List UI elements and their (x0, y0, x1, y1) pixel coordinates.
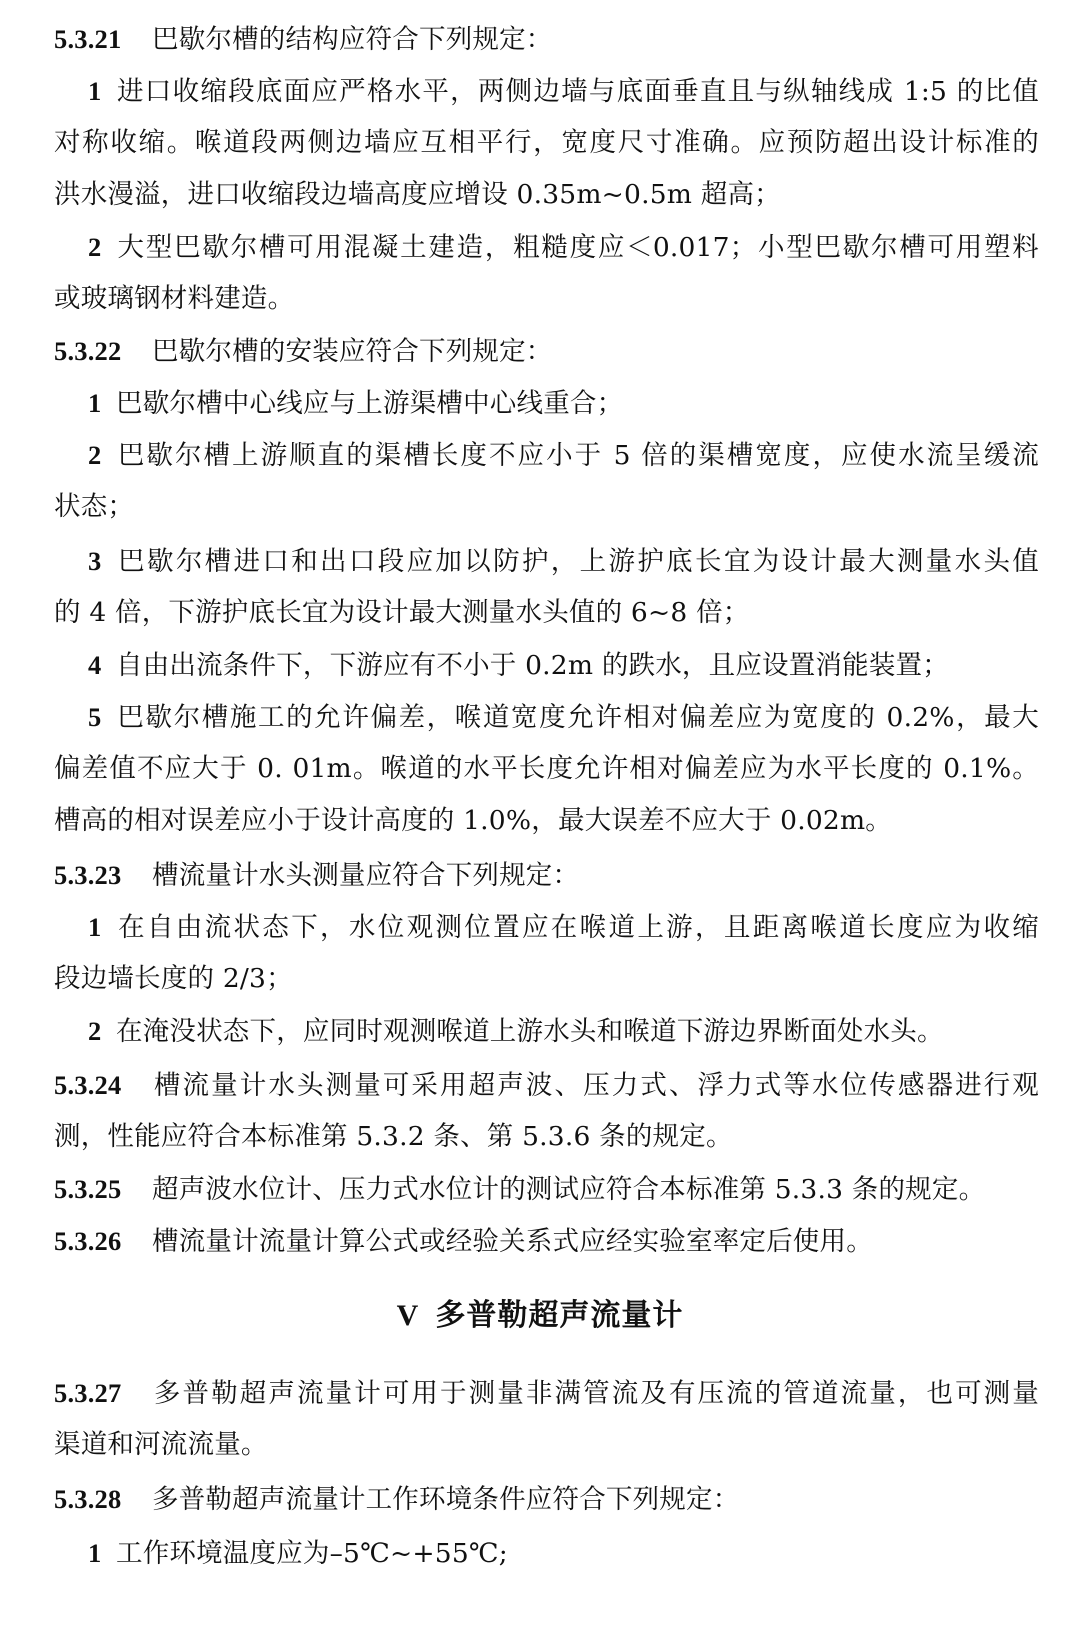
item-text: 巴歇尔槽施工的允许偏差，喉道宽度允许相对偏差应为宽度的 0.2%，最大 (116, 702, 1039, 733)
item-text: 大型巴歇尔槽可用混凝土建造，粗糙度应＜0.017；小型巴歇尔槽可用塑料 (116, 232, 1039, 263)
clause-number: 5.3.28 (54, 1484, 122, 1514)
clause-5-3-22-item-2-line-1 (54, 438, 1039, 473)
item-text: 在淹没状态下，应同时观测喉道上游水头和喉道下游边界断面处水头。 (116, 1016, 944, 1047)
clause-5-3-24-line-1 (54, 1068, 1039, 1103)
clause-5-3-26 (54, 1224, 1039, 1259)
clause-number: 5.3.25 (54, 1174, 122, 1204)
clause-title: 巴歇尔槽的结构应符合下列规定： (152, 24, 553, 55)
clause-5-3-23-item-2 (54, 1014, 1039, 1049)
clause-number: 5.3.26 (54, 1226, 122, 1256)
item-number: 1 (88, 1538, 102, 1568)
clause-number: 5.3.23 (54, 860, 122, 890)
clause-5-3-21-item-2-line-1 (54, 230, 1039, 265)
clause-5-3-22-heading (54, 334, 1039, 369)
clause-5-3-27-line-1 (54, 1376, 1039, 1411)
clause-5-3-22-item-3-line-1 (54, 544, 1039, 579)
clause-5-3-22-item-4 (54, 648, 1039, 683)
clause-5-3-22-item-5-line-1 (54, 700, 1039, 735)
clause-5-3-21-heading (54, 22, 1039, 57)
clause-text: 多普勒超声流量计可用于测量非满管流及有压流的管道流量，也可测量 (152, 1378, 1039, 1409)
item-text: 巴歇尔槽中心线应与上游渠槽中心线重合； (116, 388, 624, 419)
clause-5-3-27-line-2: 渠道和河流流量。 (54, 1429, 268, 1460)
clause-5-3-21-item-1-line-3: 洪水漫溢，进口收缩段边墙高度应增设 0.35m~0.5m 超高； (54, 179, 781, 210)
clause-number: 5.3.24 (54, 1070, 122, 1100)
item-text: 巴歇尔槽上游顺直的渠槽长度不应小于 5 倍的渠槽宽度，应使水流呈缓流 (116, 440, 1039, 471)
item-number: 3 (88, 546, 102, 576)
clause-5-3-22-item-2-line-2: 状态； (54, 491, 135, 522)
clause-number: 5.3.27 (54, 1378, 122, 1408)
item-number: 4 (88, 650, 102, 680)
item-number: 1 (88, 388, 102, 418)
item-number: 1 (88, 912, 102, 942)
item-number: 5 (88, 702, 102, 732)
clause-text: 槽流量计水头测量可采用超声波、压力式、浮力式等水位传感器进行观 (152, 1070, 1039, 1101)
item-text: 在自由流状态下，水位观测位置应在喉道上游，且距离喉道长度应为收缩 (116, 912, 1039, 943)
clause-5-3-21-item-2-line-2: 或玻璃钢材料建造。 (54, 283, 295, 314)
clause-5-3-23-item-1-line-1 (54, 910, 1039, 945)
section-number: V (396, 1299, 420, 1332)
clause-5-3-21-item-1-line-2: 对称收缩。喉道段两侧边墙应互相平行，宽度尺寸准确。应预防超出设计标准的 (54, 127, 1039, 158)
item-number: 2 (88, 232, 102, 262)
clause-5-3-23-item-1-line-2: 段边墙长度的 2/3； (54, 963, 293, 994)
item-number: 1 (88, 76, 102, 106)
section-heading (0, 1296, 1080, 1336)
clause-number: 5.3.21 (54, 24, 122, 54)
clause-5-3-23-heading (54, 858, 1039, 893)
item-number: 2 (88, 440, 102, 470)
clause-5-3-28-item-1 (54, 1536, 1039, 1571)
clause-5-3-22-item-1 (54, 386, 1039, 421)
item-number: 2 (88, 1016, 102, 1046)
clause-title: 槽流量计水头测量应符合下列规定： (152, 860, 580, 891)
item-text: 巴歇尔槽进口和出口段应加以防护，上游护底长宜为设计最大测量水头值 (116, 546, 1039, 577)
clause-title: 多普勒超声流量计工作环境条件应符合下列规定： (152, 1484, 740, 1515)
clause-number: 5.3.22 (54, 336, 122, 366)
clause-title: 巴歇尔槽的安装应符合下列规定： (152, 336, 553, 367)
clause-text: 超声波水位计、压力式水位计的测试应符合本标准第 5.3.3 条的规定。 (152, 1174, 986, 1205)
item-text: 进口收缩段底面应严格水平，两侧边墙与底面垂直且与纵轴线成 1:5 的比值 (116, 76, 1039, 107)
clause-5-3-22-item-5-line-3: 槽高的相对误差应小于设计高度的 1.0%，最大误差不应大于 0.02m。 (54, 805, 893, 836)
clause-text: 槽流量计流量计算公式或经验关系式应经实验室率定后使用。 (152, 1226, 873, 1257)
section-title: 多普勒超声流量计 (435, 1298, 684, 1333)
item-text: 工作环境温度应为–5℃~+55℃; (116, 1538, 508, 1569)
clause-5-3-25 (54, 1172, 1039, 1207)
clause-5-3-22-item-5-line-2: 偏差值不应大于 0. 01m。喉道的水平长度允许相对偏差应为水平长度的 0.1%。 (54, 753, 1039, 784)
item-text: 自由出流条件下，下游应有不小于 0.2m 的跌水，且应设置消能装置； (116, 650, 949, 681)
clause-5-3-22-item-3-line-2: 的 4 倍，下游护底长宜为设计最大测量水头值的 6~8 倍； (54, 597, 750, 628)
clause-5-3-21-item-1-line-1 (54, 74, 1039, 109)
clause-5-3-28-heading (54, 1482, 1039, 1517)
clause-5-3-24-line-2: 测，性能应符合本标准第 5.3.2 条、第 5.3.6 条的规定。 (54, 1121, 733, 1152)
